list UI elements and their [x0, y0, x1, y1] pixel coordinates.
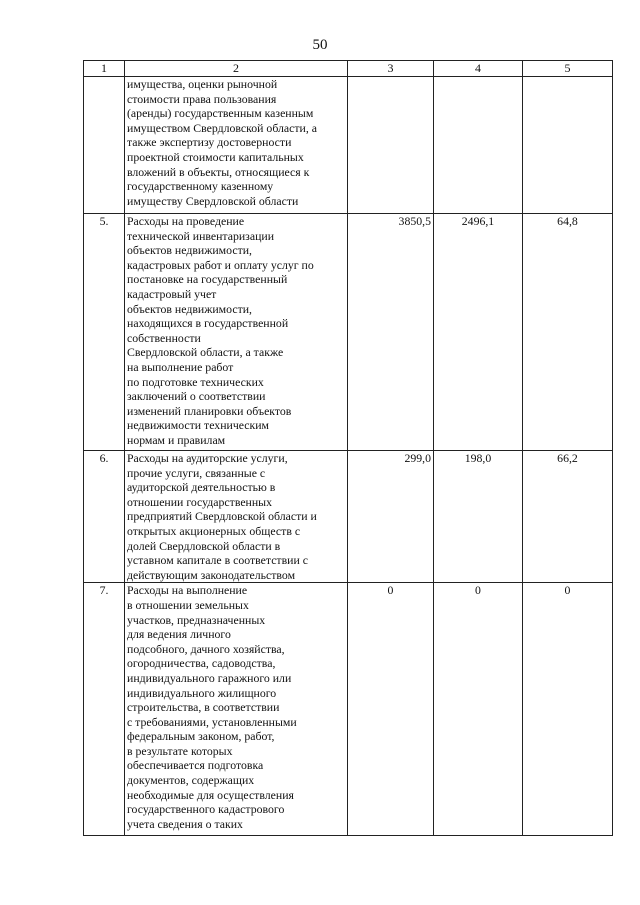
row-description: имущества, оценки рыночной стоимости права пользования (аренды) государственным казенным имуществом Свердловской области, а также экспертизу достоверности проектной стоимости капитальных вложений в объекты, относящиеся к государственному казенному имуществу Свердловской области	[125, 77, 348, 214]
row-value-col3: 299,0	[348, 451, 434, 583]
row-value-col4: 198,0	[434, 451, 523, 583]
row-number: 7.	[84, 583, 125, 836]
table-row	[84, 583, 613, 836]
column-header-1: 1	[84, 61, 125, 77]
column-header-3: 3	[348, 61, 434, 77]
row-number: 6.	[84, 451, 125, 583]
table-row	[84, 451, 613, 583]
row-number: 5.	[84, 214, 125, 451]
column-header-5: 5	[523, 61, 613, 77]
row-value-col4: 0	[434, 583, 523, 836]
table-row	[84, 77, 613, 214]
budget-table	[83, 60, 613, 836]
column-header-4: 4	[434, 61, 523, 77]
row-value-col3	[348, 77, 434, 214]
row-value-col4: 2496,1	[434, 214, 523, 451]
row-value-col4	[434, 77, 523, 214]
row-value-col5: 0	[523, 583, 613, 836]
row-value-col5	[523, 77, 613, 214]
row-description: Расходы на проведение технической инвентаризации объектов недвижимости, кадастровых работ и оплату услуг по постановке на государственный кадастровый учет объектов недвижимости, находящихся в государственной собственности Свердловской области, а также на выполнение работ по подготовке технических заключений о соответствии изменений планировки объектов недвижимости техническим нормам и правилам	[125, 214, 348, 451]
table-row	[84, 214, 613, 451]
row-value-col3: 0	[348, 583, 434, 836]
row-value-col5: 64,8	[523, 214, 613, 451]
row-value-col5: 66,2	[523, 451, 613, 583]
row-number	[84, 77, 125, 214]
column-header-2: 2	[125, 61, 348, 77]
table-header-row	[84, 61, 613, 77]
row-description: Расходы на аудиторские услуги, прочие услуги, связанные с аудиторской деятельностью в отношении государственных предприятий Свердловской области и открытых акционерных обществ с долей Свердловской области в уставном капитале в соответствии с действующим законодательством	[125, 451, 348, 583]
page-number: 50	[312, 37, 328, 53]
row-description: Расходы на выполнение в отношении земельных участков, предназначенных для ведения личного подсобного, дачного хозяйства, огородничества, садоводства, индивидуального гаражного или индивидуального жилищного строительства, в соответствии с требованиями, установленными федеральным законом, работ, в результате которых обеспечивается подготовка документов, содержащих необходимые для осуществления государственного кадастрового учета сведения о таких	[125, 583, 348, 836]
row-value-col3: 3850,5	[348, 214, 434, 451]
